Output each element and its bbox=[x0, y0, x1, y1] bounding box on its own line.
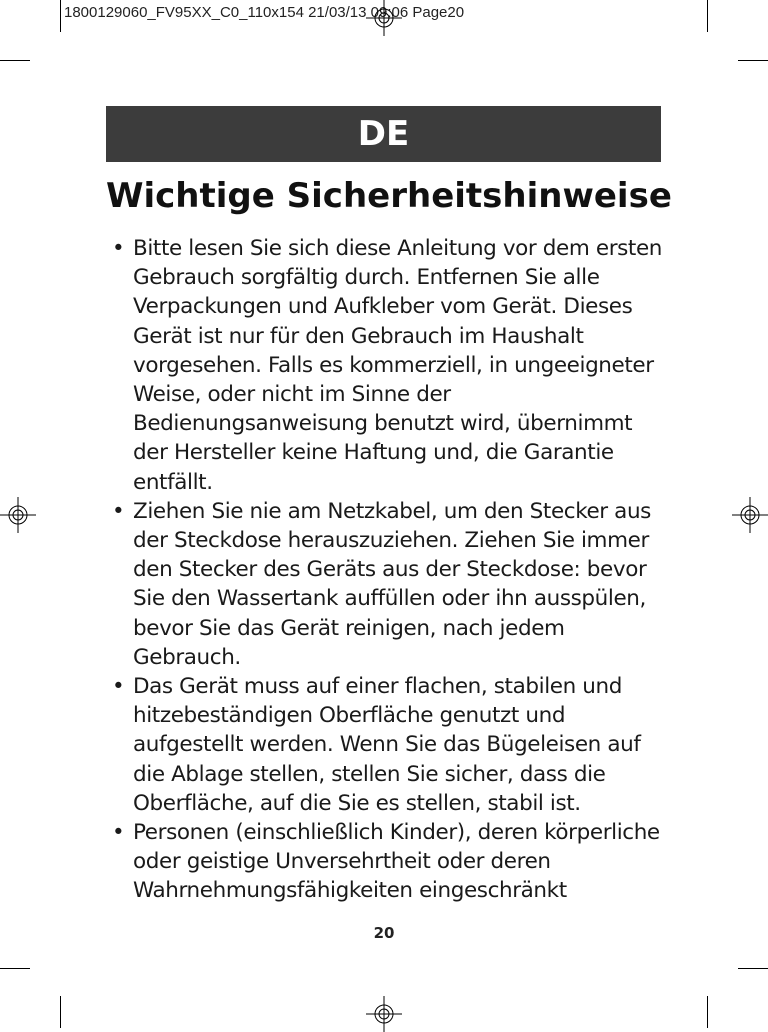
registration-mark-icon bbox=[366, 996, 402, 1032]
safety-instructions-list bbox=[112, 234, 672, 906]
print-header: 1800129060_FV95XX_C0_110x154 21/03/13 09:06 Page20 bbox=[64, 4, 465, 21]
list-item: • Personen (einschließlich Kinder), deren körperliche oder geistige Unversehrtheit oder deren Wahrnehmungsfähigkeiten eingeschränkt bbox=[112, 818, 672, 906]
language-band bbox=[106, 106, 661, 162]
registration-mark-icon bbox=[732, 497, 768, 533]
registration-mark-icon bbox=[366, 0, 402, 36]
list-item: • Das Gerät muss auf einer flachen, stabilen und hitzebeständigen Oberfläche genutzt und aufgestellt werden. Wenn Sie das Bügeleisen auf die Ablage stellen, stellen Sie sicher, dass die Oberfläche, auf die Sie es stellen, stabil ist. bbox=[112, 672, 672, 818]
language-code: DE bbox=[357, 114, 410, 154]
registration-mark-icon bbox=[0, 497, 36, 533]
page-number: 20 bbox=[373, 924, 395, 942]
list-item: • Bitte lesen Sie sich diese Anleitung vor dem ersten Gebrauch sorgfältig durch. Entfernen Sie alle Verpackungen und Aufkleber vom Gerät. Dieses Gerät ist nur für den Gebrauch im Haushalt vorgesehen. Falls es kommerziell, in ungeeigneter Weise, oder nicht im Sinne der Bedienungsanweisung benutzt wird, übernimmt der Hersteller keine Haftung und, die Garantie entfällt. bbox=[112, 234, 672, 497]
page-title: Wichtige Sicherheitshinweise bbox=[106, 176, 672, 216]
list-item: • Ziehen Sie nie am Netzkabel, um den Stecker aus der Steckdose herauszuziehen. Ziehen Sie immer den Stecker des Geräts aus der Steckdose: bevor Sie den Wassertank auffüllen oder ihn ausspülen, bevor Sie das Gerät reinigen, nach jedem Gebrauch. bbox=[112, 497, 672, 672]
